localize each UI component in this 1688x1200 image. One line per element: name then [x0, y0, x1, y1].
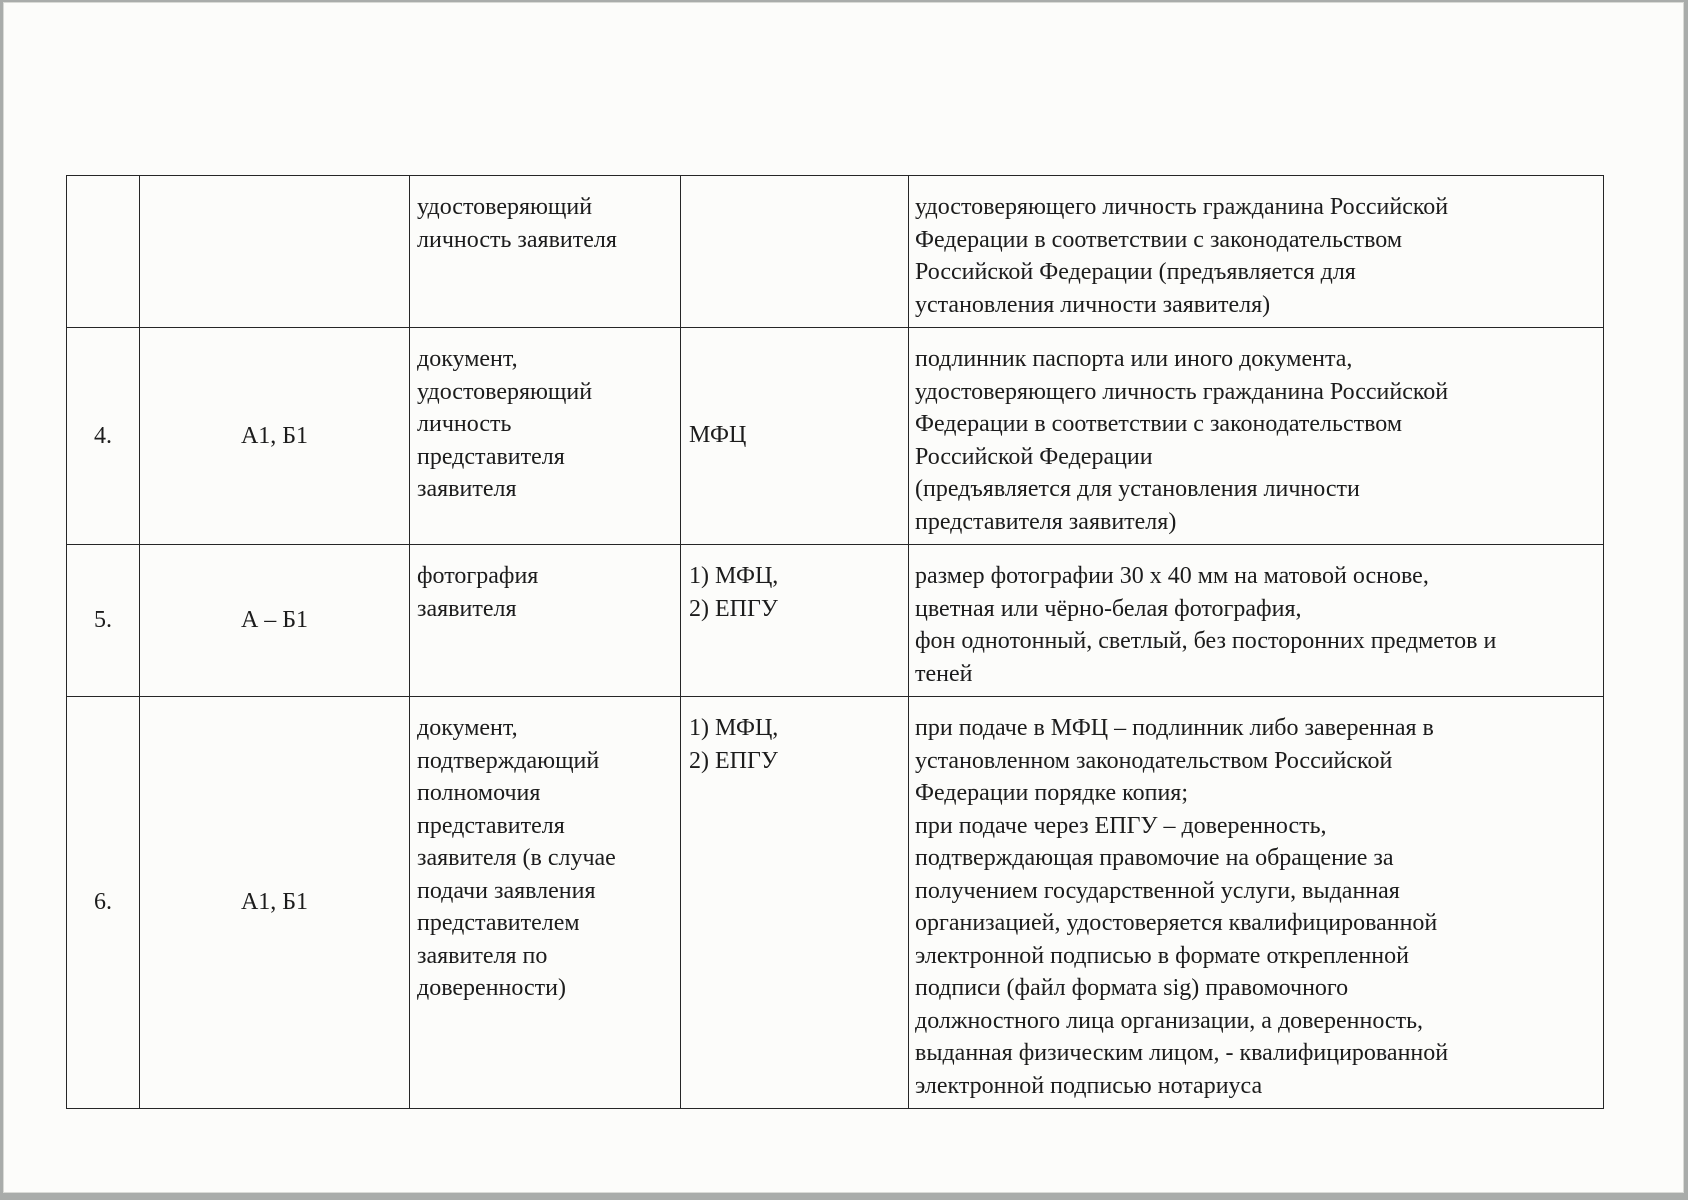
document-name-cell: документ, подтверждающий полномочия представителя заявителя (в случае подачи заявления представителем заявителя по доверенности)	[410, 697, 681, 1109]
submission-place-cell: МФЦ	[681, 328, 909, 545]
requirements-cell: размер фотографии 30 х 40 мм на матовой основе, цветная или чёрно-белая фотография, фон однотонный, светлый, без посторонних предметов и теней	[909, 545, 1604, 697]
document-page	[3, 2, 1684, 1193]
document-name-cell: удостоверяющий личность заявителя	[410, 176, 681, 328]
requirements-cell: удостоверяющего личность гражданина Российской Федерации в соответствии с законодательством Российской Федерации (предъявляется для установления личности заявителя)	[909, 176, 1604, 328]
documents-table	[66, 175, 1604, 1109]
submission-place-cell: 1) МФЦ, 2) ЕПГУ	[681, 697, 909, 1109]
table-row	[67, 697, 1604, 1109]
applicant-category-cell: А1, Б1	[140, 697, 410, 1109]
document-name-cell: фотография заявителя	[410, 545, 681, 697]
row-number-cell: 6.	[67, 697, 140, 1109]
requirements-cell: при подаче в МФЦ – подлинник либо заверенная в установленном законодательством Российской Федерации порядке копия; при подаче через ЕПГУ – доверенность, подтверждающая правомочие на обращение за получением государственной услуги, выданная организацией, удостоверяется квалифицированной электронной подписью в формате открепленной подписи (файл формата sig) правомочного должностного лица организации, а доверенность, выданная физическим лицом, - квалифицированной электронной подписью нотариуса	[909, 697, 1604, 1109]
applicant-category-cell: А1, Б1	[140, 328, 410, 545]
applicant-category-cell: А – Б1	[140, 545, 410, 697]
submission-place-cell: 1) МФЦ, 2) ЕПГУ	[681, 545, 909, 697]
document-name-cell: документ, удостоверяющий личность представителя заявителя	[410, 328, 681, 545]
submission-place-cell	[681, 176, 909, 328]
applicant-category-cell	[140, 176, 410, 328]
row-number-cell: 5.	[67, 545, 140, 697]
table-row	[67, 176, 1604, 328]
row-number-cell: 4.	[67, 328, 140, 545]
requirements-cell: подлинник паспорта или иного документа, удостоверяющего личность гражданина Российской Федерации в соответствии с законодательством Российской Федерации (предъявляется для установления личности представителя заявителя)	[909, 328, 1604, 545]
row-number-cell	[67, 176, 140, 328]
table-row	[67, 328, 1604, 545]
table-row	[67, 545, 1604, 697]
